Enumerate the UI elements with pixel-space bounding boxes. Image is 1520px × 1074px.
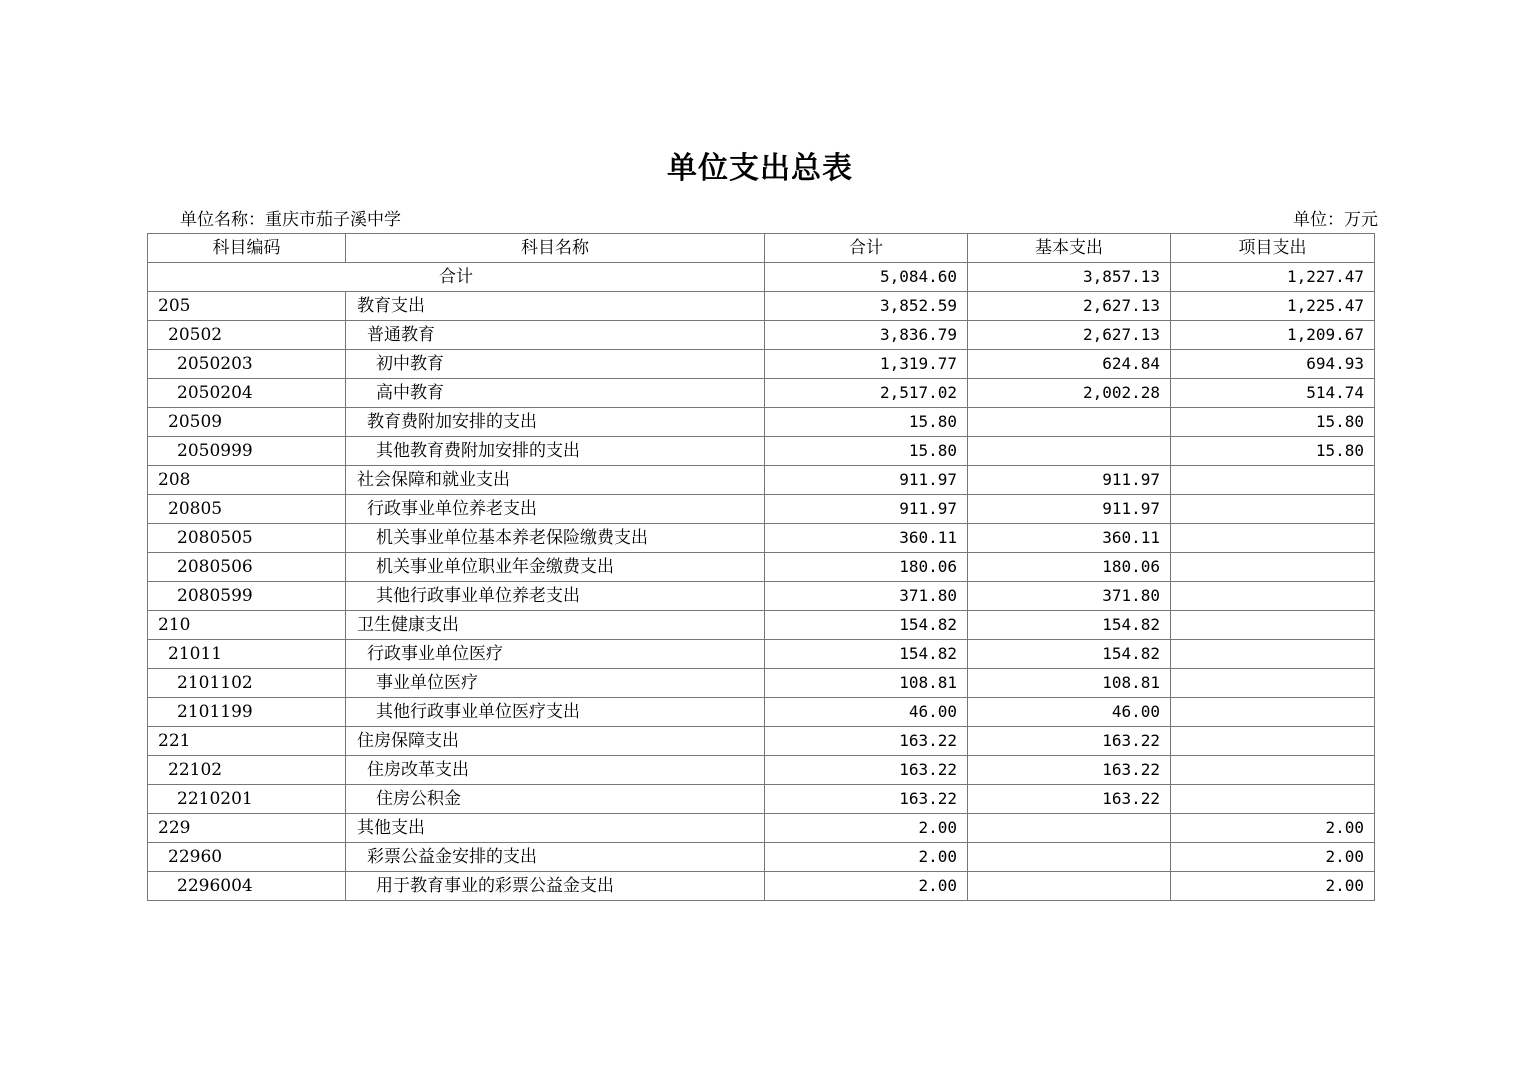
row-project [1171, 640, 1375, 669]
unit-name-label: 单位名称：重庆市茄子溪中学 [180, 210, 401, 230]
row-basic [968, 408, 1171, 437]
header-total: 合计 [765, 234, 968, 263]
row-name: 其他支出 [346, 814, 765, 843]
row-name: 事业单位医疗 [346, 669, 765, 698]
row-project: 15.80 [1171, 408, 1375, 437]
row-project: 2.00 [1171, 843, 1375, 872]
row-basic: 2,627.13 [968, 292, 1171, 321]
row-project [1171, 553, 1375, 582]
row-project: 1,209.67 [1171, 321, 1375, 350]
table-row [148, 814, 1375, 843]
row-code: 2080505 [148, 524, 346, 553]
row-project [1171, 466, 1375, 495]
row-total: 163.22 [765, 785, 968, 814]
table-row [148, 437, 1375, 466]
row-project [1171, 785, 1375, 814]
row-code: 2296004 [148, 872, 346, 901]
row-project: 2.00 [1171, 872, 1375, 901]
row-basic [968, 872, 1171, 901]
row-code: 208 [148, 466, 346, 495]
table-row [148, 698, 1375, 727]
total-row-label: 合计 [148, 263, 765, 292]
unit-label: 单位：万元 [1293, 210, 1378, 230]
row-total: 911.97 [765, 495, 968, 524]
row-name: 彩票公益金安排的支出 [346, 843, 765, 872]
row-total: 180.06 [765, 553, 968, 582]
row-code: 21011 [148, 640, 346, 669]
row-basic: 360.11 [968, 524, 1171, 553]
row-code: 221 [148, 727, 346, 756]
row-name: 教育费附加安排的支出 [346, 408, 765, 437]
row-name: 其他行政事业单位养老支出 [346, 582, 765, 611]
row-code: 20805 [148, 495, 346, 524]
row-code: 205 [148, 292, 346, 321]
page-title: 单位支出总表 [667, 151, 853, 186]
expenditure-table [147, 233, 1375, 901]
table-row [148, 466, 1375, 495]
row-project: 2.00 [1171, 814, 1375, 843]
row-basic: 163.22 [968, 785, 1171, 814]
row-name: 教育支出 [346, 292, 765, 321]
row-basic: 911.97 [968, 495, 1171, 524]
row-name: 用于教育事业的彩票公益金支出 [346, 872, 765, 901]
row-basic [968, 814, 1171, 843]
table-row [148, 669, 1375, 698]
row-total: 2.00 [765, 843, 968, 872]
table-row [148, 524, 1375, 553]
row-basic: 2,002.28 [968, 379, 1171, 408]
row-project [1171, 582, 1375, 611]
row-project [1171, 669, 1375, 698]
table-row [148, 321, 1375, 350]
row-project: 15.80 [1171, 437, 1375, 466]
table-row [148, 843, 1375, 872]
row-project [1171, 495, 1375, 524]
row-project: 1,225.47 [1171, 292, 1375, 321]
row-code: 2050999 [148, 437, 346, 466]
row-basic: 46.00 [968, 698, 1171, 727]
row-code: 2080506 [148, 553, 346, 582]
header-basic: 基本支出 [968, 234, 1171, 263]
row-project: 694.93 [1171, 350, 1375, 379]
row-project: 514.74 [1171, 379, 1375, 408]
row-code: 2101102 [148, 669, 346, 698]
table-row [148, 640, 1375, 669]
row-total: 46.00 [765, 698, 968, 727]
row-basic: 154.82 [968, 611, 1171, 640]
total-row-basic: 3,857.13 [968, 263, 1171, 292]
row-basic: 2,627.13 [968, 321, 1171, 350]
total-row [148, 263, 1375, 292]
row-code: 22960 [148, 843, 346, 872]
table-row [148, 727, 1375, 756]
row-total: 15.80 [765, 437, 968, 466]
row-total: 3,836.79 [765, 321, 968, 350]
row-total: 163.22 [765, 727, 968, 756]
table-row [148, 611, 1375, 640]
row-total: 15.80 [765, 408, 968, 437]
table-row [148, 408, 1375, 437]
row-project [1171, 611, 1375, 640]
row-code: 2050203 [148, 350, 346, 379]
row-code: 22102 [148, 756, 346, 785]
table-row [148, 495, 1375, 524]
header-name: 科目名称 [346, 234, 765, 263]
row-total: 2,517.02 [765, 379, 968, 408]
row-name: 高中教育 [346, 379, 765, 408]
row-basic: 163.22 [968, 756, 1171, 785]
total-row-total: 5,084.60 [765, 263, 968, 292]
header-code: 科目编码 [148, 234, 346, 263]
row-basic: 163.22 [968, 727, 1171, 756]
row-total: 163.22 [765, 756, 968, 785]
row-name: 行政事业单位养老支出 [346, 495, 765, 524]
row-name: 机关事业单位基本养老保险缴费支出 [346, 524, 765, 553]
row-code: 210 [148, 611, 346, 640]
row-name: 住房公积金 [346, 785, 765, 814]
row-project [1171, 698, 1375, 727]
row-code: 2080599 [148, 582, 346, 611]
row-total: 911.97 [765, 466, 968, 495]
row-total: 371.80 [765, 582, 968, 611]
row-basic: 108.81 [968, 669, 1171, 698]
table-row [148, 785, 1375, 814]
row-total: 2.00 [765, 872, 968, 901]
row-name: 普通教育 [346, 321, 765, 350]
row-name: 住房保障支出 [346, 727, 765, 756]
row-total: 360.11 [765, 524, 968, 553]
row-code: 2101199 [148, 698, 346, 727]
row-total: 2.00 [765, 814, 968, 843]
row-name: 初中教育 [346, 350, 765, 379]
row-name: 行政事业单位医疗 [346, 640, 765, 669]
table-row [148, 756, 1375, 785]
row-total: 154.82 [765, 611, 968, 640]
row-basic: 911.97 [968, 466, 1171, 495]
row-project [1171, 727, 1375, 756]
row-basic [968, 437, 1171, 466]
row-code: 2210201 [148, 785, 346, 814]
row-name: 社会保障和就业支出 [346, 466, 765, 495]
total-row-project: 1,227.47 [1171, 263, 1375, 292]
row-name: 机关事业单位职业年金缴费支出 [346, 553, 765, 582]
row-basic [968, 843, 1171, 872]
row-project [1171, 756, 1375, 785]
row-code: 229 [148, 814, 346, 843]
row-basic: 624.84 [968, 350, 1171, 379]
row-basic: 154.82 [968, 640, 1171, 669]
table-row [148, 582, 1375, 611]
row-basic: 371.80 [968, 582, 1171, 611]
row-project [1171, 524, 1375, 553]
row-total: 3,852.59 [765, 292, 968, 321]
row-total: 1,319.77 [765, 350, 968, 379]
row-name: 住房改革支出 [346, 756, 765, 785]
header-project: 项目支出 [1171, 234, 1375, 263]
table-row [148, 872, 1375, 901]
row-code: 20502 [148, 321, 346, 350]
table-row [148, 553, 1375, 582]
row-code: 2050204 [148, 379, 346, 408]
row-code: 20509 [148, 408, 346, 437]
row-name: 其他教育费附加安排的支出 [346, 437, 765, 466]
row-name: 其他行政事业单位医疗支出 [346, 698, 765, 727]
table-row [148, 350, 1375, 379]
row-basic: 180.06 [968, 553, 1171, 582]
row-total: 154.82 [765, 640, 968, 669]
table-row [148, 379, 1375, 408]
table-header-row [148, 234, 1375, 263]
table-row [148, 292, 1375, 321]
row-total: 108.81 [765, 669, 968, 698]
row-name: 卫生健康支出 [346, 611, 765, 640]
